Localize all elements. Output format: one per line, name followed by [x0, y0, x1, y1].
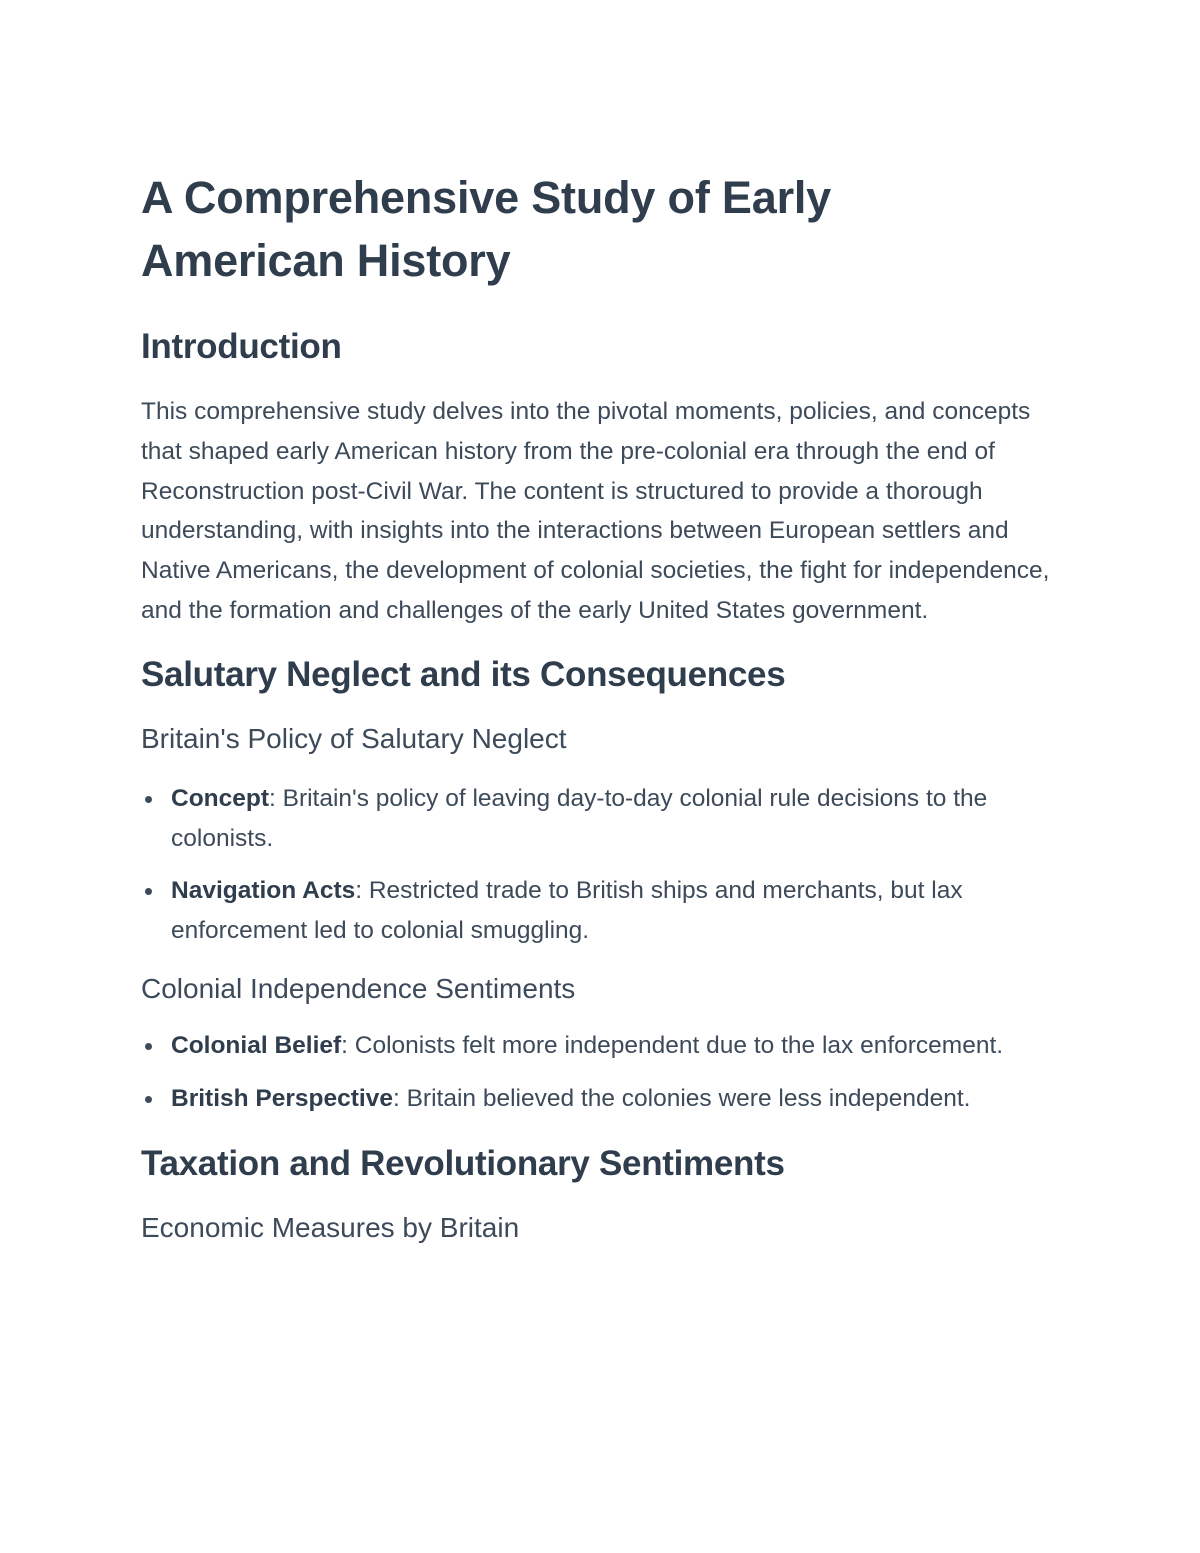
introduction-paragraph: This comprehensive study delves into the pivotal moments, policies, and concepts that shaped early American history from the pre-colonial era through the end of Reconstruction post-Civil War. The content is structured to provide a thorough understanding, with insights into the interactions between European settlers and Native Americans, the development of colonial societies, the fight for independence, and the formation and challenges of the early United States government. — [141, 398, 1050, 624]
list-item-text: : Britain's policy of leaving day-to-day colonial rule decisions to the colonists. — [171, 784, 988, 852]
salutary-neglect-heading: Salutary Neglect and its Consequences — [141, 654, 786, 694]
document-title: A Comprehensive Study of Early American History — [141, 172, 832, 286]
list-item — [141, 1079, 1071, 1119]
introduction-heading: Introduction — [141, 327, 342, 366]
policy-subheading: Britain's Policy of Salutary Neglect — [141, 722, 567, 754]
bullet-icon — [145, 888, 152, 895]
list-item-text: : Britain believed the colonies were less independent. — [392, 1084, 971, 1112]
list-item — [141, 779, 1071, 859]
list-item — [141, 871, 1071, 951]
list-item-text: : Colonists felt more independent due to the lax enforcement. — [341, 1031, 1004, 1059]
bullet-icon — [145, 1043, 152, 1050]
list-item-term: Colonial Belief — [171, 1031, 342, 1059]
list-item — [141, 1026, 1071, 1066]
list-item-term: Concept — [171, 784, 269, 812]
bullet-icon — [145, 796, 152, 803]
list-item-term: British Perspective — [171, 1084, 393, 1112]
bullet-icon — [145, 1096, 152, 1103]
sentiments-list — [141, 1026, 1060, 1119]
list-item-text: : Restricted trade to British ships and merchants, but lax enforcement led to colonial smuggling. — [171, 877, 963, 945]
taxation-heading: Taxation and Revolutionary Sentiments — [141, 1143, 785, 1183]
economic-measures-subheading: Economic Measures by Britain — [141, 1211, 520, 1243]
sentiments-subheading: Colonial Independence Sentiments — [141, 972, 576, 1004]
policy-list — [141, 779, 1060, 951]
list-item-term: Navigation Acts — [171, 877, 356, 905]
